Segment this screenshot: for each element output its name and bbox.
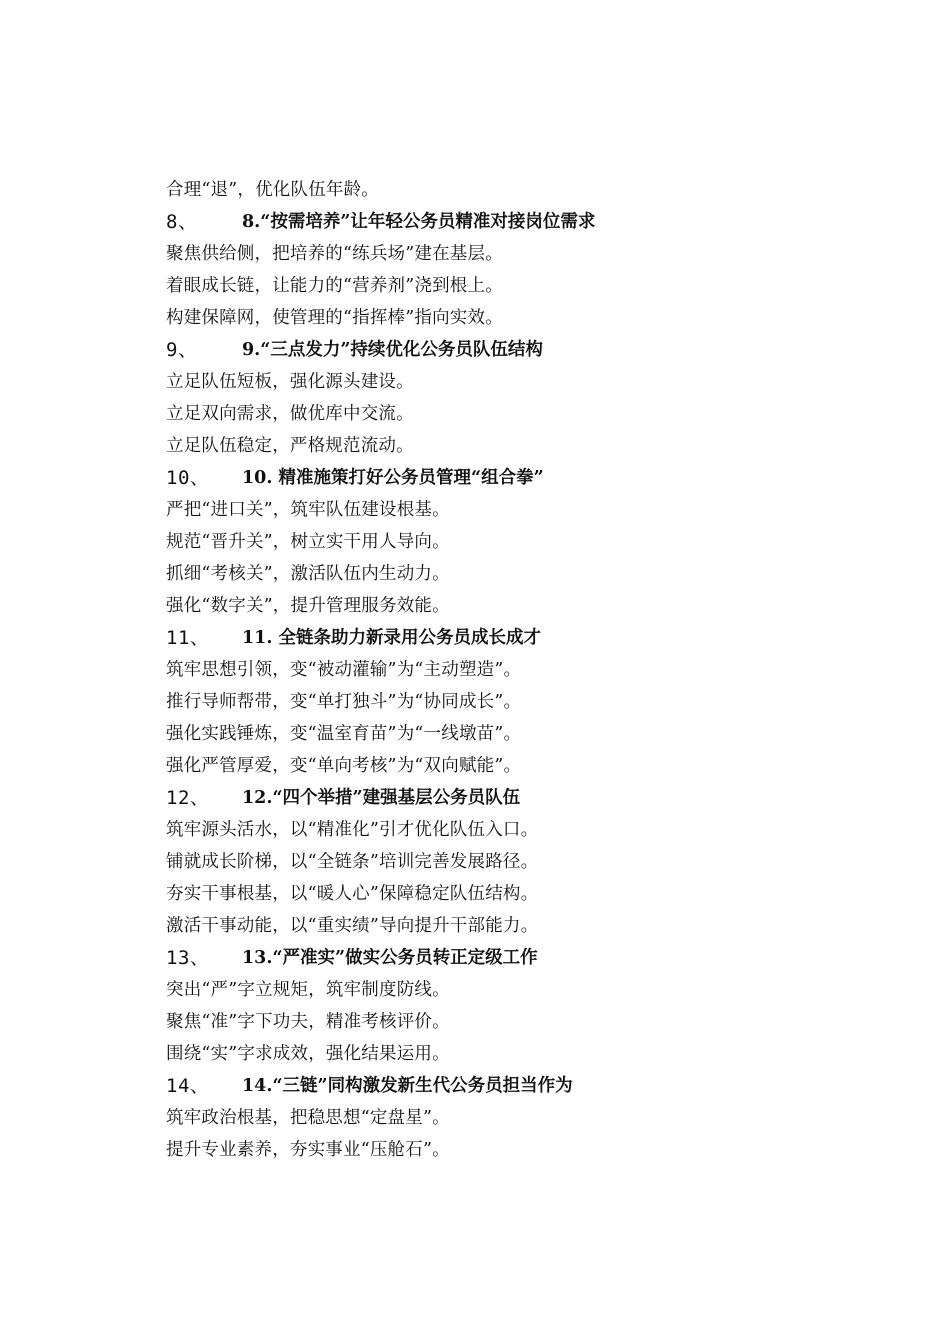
body-line: 铺就成长阶梯，以“全链条”培训完善发展路径。 bbox=[166, 852, 539, 872]
section-heading bbox=[166, 782, 886, 814]
section-number: 13、 bbox=[166, 947, 210, 969]
section-heading bbox=[166, 942, 886, 974]
body-line: 激活干事动能，以“重实绩”导向提升干部能力。 bbox=[166, 916, 539, 936]
body-line: 推行导师帮带，变“单打独斗”为“协同成长”。 bbox=[166, 692, 522, 712]
body-line: 立足队伍短板，强化源头建设。 bbox=[166, 372, 414, 392]
body-line: 聚焦“准”字下功夫，精准考核评价。 bbox=[166, 1012, 450, 1032]
section-heading bbox=[166, 1070, 886, 1102]
section-heading bbox=[166, 622, 886, 654]
document-body bbox=[166, 174, 886, 1166]
body-line: 立足双向需求，做优库中交流。 bbox=[166, 404, 414, 424]
body-line: 严把“进口关”，筑牢队伍建设根基。 bbox=[166, 500, 450, 520]
body-line: 强化实践锤炼，变“温室育苗”为“一线墩苗”。 bbox=[166, 724, 522, 744]
body-line: 聚焦供给侧，把培养的“练兵场”建在基层。 bbox=[166, 244, 503, 264]
body-line: 强化“数字关”，提升管理服务效能。 bbox=[166, 596, 450, 616]
body-line: 围绕“实”字求成效，强化结果运用。 bbox=[166, 1044, 450, 1064]
section-number: 9、 bbox=[166, 339, 198, 361]
section-number: 10、 bbox=[166, 467, 210, 489]
body-line: 构建保障网，使管理的“指挥棒”指向实效。 bbox=[166, 308, 503, 328]
section-number: 8、 bbox=[166, 211, 198, 233]
body-line: 立足队伍稳定，严格规范流动。 bbox=[166, 436, 414, 456]
section-title: 8.“按需培养”让年轻公务员精准对接岗位需求 bbox=[242, 212, 596, 232]
body-line: 强化严管厚爱，变“单向考核”为“双向赋能”。 bbox=[166, 756, 522, 776]
lead-line: 合理“退”，优化队伍年龄。 bbox=[166, 180, 379, 200]
body-line: 夯实干事根基，以“暖人心”保障稳定队伍结构。 bbox=[166, 884, 539, 904]
body-line: 突出“严”字立规矩，筑牢制度防线。 bbox=[166, 980, 450, 1000]
body-line: 抓细“考核关”，激活队伍内生动力。 bbox=[166, 564, 450, 584]
section-title: 13.“严准实”做实公务员转正定级工作 bbox=[242, 948, 538, 968]
section-number: 11、 bbox=[166, 627, 210, 649]
section-heading bbox=[166, 462, 886, 494]
section-title: 10. 精准施策打好公务员管理“组合拳” bbox=[242, 468, 544, 488]
section-number: 14、 bbox=[166, 1075, 210, 1097]
body-line: 着眼成长链，让能力的“营养剂”浇到根上。 bbox=[166, 276, 503, 296]
body-line: 筑牢思想引领，变“被动灌输”为“主动塑造”。 bbox=[166, 660, 522, 680]
section-number: 12、 bbox=[166, 787, 210, 809]
section-title: 9.“三点发力”持续优化公务员队伍结构 bbox=[242, 340, 543, 360]
body-line: 筑牢源头活水，以“精准化”引才优化队伍入口。 bbox=[166, 820, 539, 840]
body-line: 提升专业素养，夯实事业“压舱石”。 bbox=[166, 1140, 450, 1160]
section-heading bbox=[166, 206, 886, 238]
section-title: 14.“三链”同构激发新生代公务员担当作为 bbox=[242, 1076, 573, 1096]
section-title: 12.“四个举措”建强基层公务员队伍 bbox=[242, 788, 521, 808]
body-line: 规范“晋升关”，树立实干用人导向。 bbox=[166, 532, 450, 552]
section-title: 11. 全链条助力新录用公务员成长成才 bbox=[242, 628, 542, 648]
body-line: 筑牢政治根基，把稳思想“定盘星”。 bbox=[166, 1108, 450, 1128]
section-heading bbox=[166, 334, 886, 366]
